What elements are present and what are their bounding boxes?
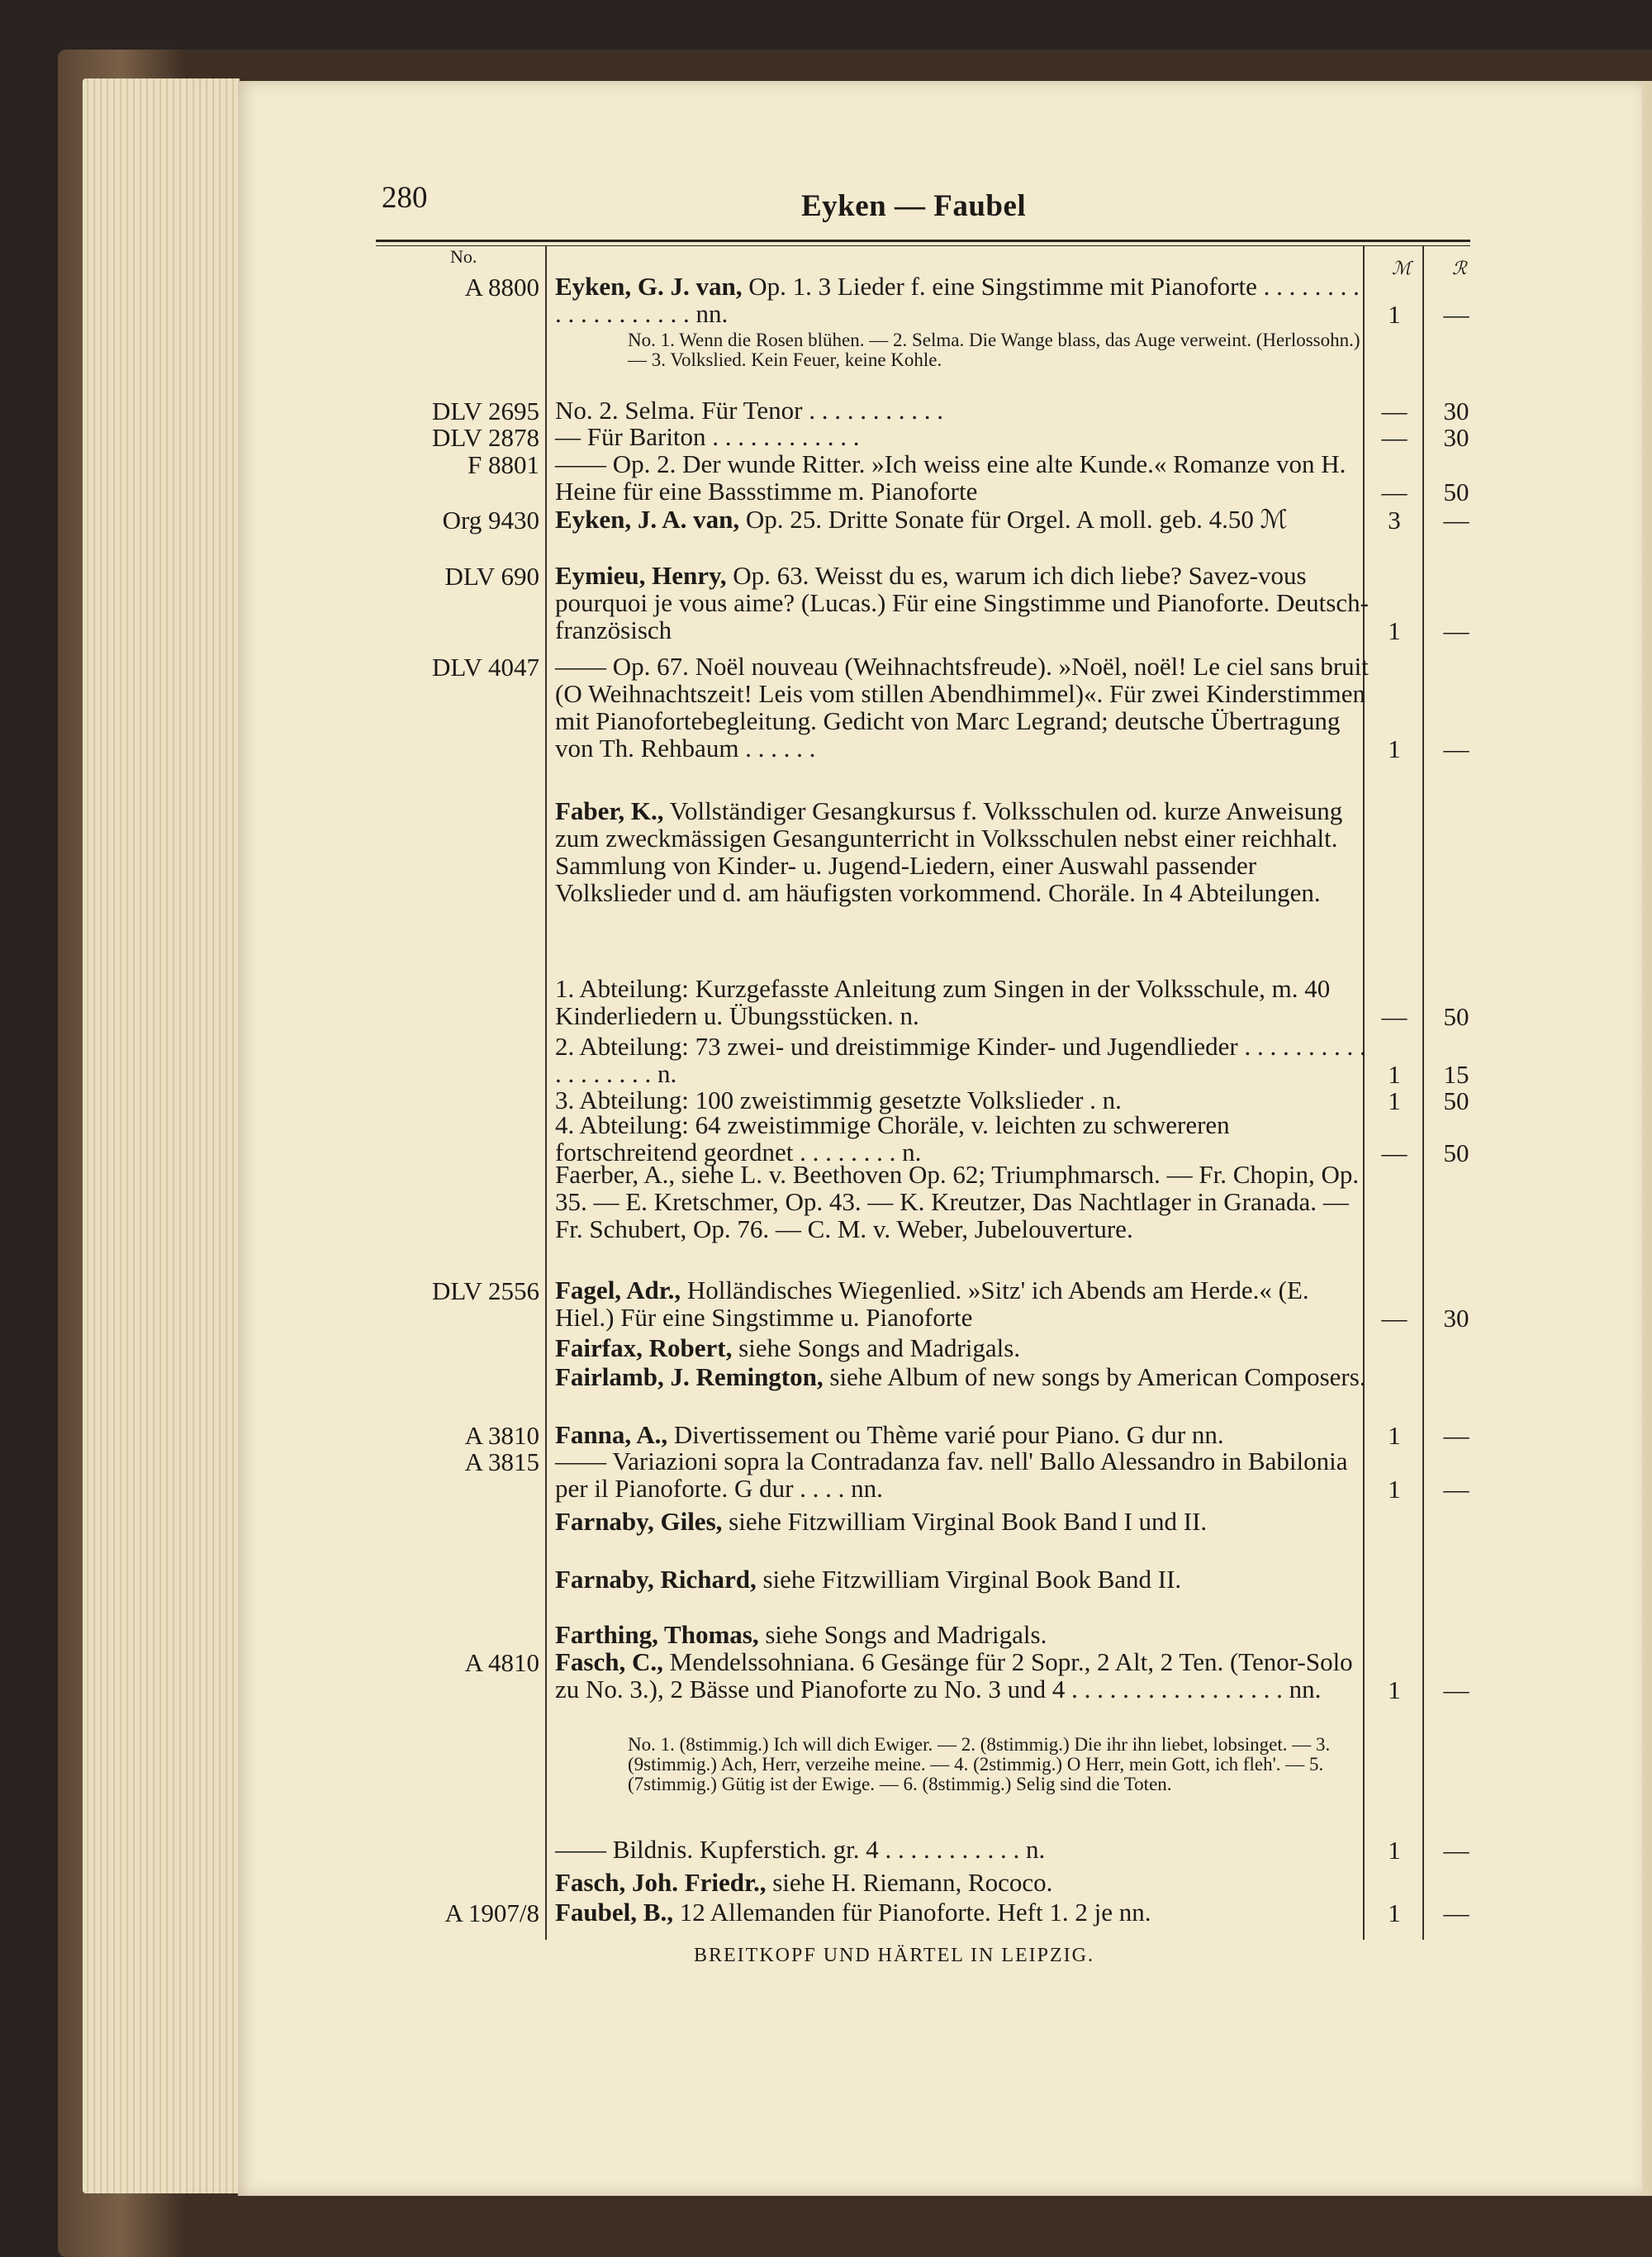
composer-name: Faber, K., <box>555 796 664 825</box>
running-title: Eyken — Faubel <box>801 189 1027 223</box>
order-number: A 1907/8 <box>444 1898 539 1927</box>
price-mark: 1 <box>1388 616 1401 645</box>
entry-description: Vollständiger Gesangkursus f. Volksschulen od. kurze Anweisung zum zweckmässigen Gesangunterricht in Volksschulen nebst einer reichhalt. Sammlung von Kinder- u. Jugend-Liedern, einer Auswahl passender Volkslieder und d. am häufigsten vorkommend. Choräle. In 4 Abteilungen. <box>555 796 1343 907</box>
entry-description: —— Op. 2. Der wunde Ritter. »Ich weiss eine alte Kunde.« Romanze von H. Heine für eine Bassstimme m. Pianoforte <box>555 449 1346 506</box>
header-rule-thin <box>376 245 1470 246</box>
order-number: DLV 2556 <box>431 1276 539 1305</box>
order-number: Org 9430 <box>442 506 539 535</box>
price-mark: 1 <box>1388 1086 1401 1115</box>
price-mark: 1 <box>1388 1060 1401 1089</box>
entry-description: —— Op. 67. Noël nouveau (Weihnachtsfreude). »Noël, noël! Le ciel sans bruit (O Weihnachtszeit! Leis vom stillen Abendhimmel)«. Für zwei Kinderstimmen mit Pianofortebegleitung. Gedicht von Marc Legrand; deutsche Übertragung von Th. Rehbaum . . . . . . <box>555 652 1369 763</box>
entry-text <box>555 423 1369 450</box>
price-mark: 1 <box>1388 300 1401 329</box>
entry-description: siehe Fitzwilliam Virginal Book Band II. <box>756 1565 1182 1594</box>
composer-name: Fasch, Joh. Friedr., <box>555 1868 767 1897</box>
entry-text <box>555 1898 1369 1926</box>
entry-text <box>628 330 1371 370</box>
entry-text <box>555 1161 1369 1243</box>
price-pfennig: 50 <box>1443 1086 1469 1115</box>
entry-description: — Für Bariton . . . . . . . . . . . . <box>555 422 860 451</box>
entry-text <box>555 1033 1369 1087</box>
entry-text <box>555 975 1369 1029</box>
price-pfennig: 15 <box>1443 1060 1469 1089</box>
entry-description: siehe Songs and Madrigals. <box>732 1333 1021 1362</box>
entry-description: —— Variazioni sopra la Contradanza fav. nell' Ballo Alessandro in Babilonia per il Pianoforte. G dur . . . . nn. <box>555 1447 1348 1503</box>
entry-text <box>555 1621 1369 1648</box>
order-number: A 4810 <box>464 1648 539 1677</box>
price-pfennig: 50 <box>1443 1002 1469 1031</box>
order-number: DLV 690 <box>444 562 539 591</box>
entry-description: Faerber, A., siehe L. v. Beethoven Op. 62; Triumphmarsch. — Fr. Chopin, Op. 35. — E. Kretschmer, Op. 43. — K. Kreutzer, Das Nachtlager in Granada. — Fr. Schubert, Op. 76. — C. M. v. Weber, Jubelouverture. <box>555 1160 1360 1243</box>
price-pfennig: — <box>1443 734 1469 763</box>
page-edges <box>83 78 240 2193</box>
entry-text <box>555 450 1369 505</box>
price-pfennig: 30 <box>1443 397 1469 425</box>
entry-description: siehe Album of new songs by American Composers. <box>823 1362 1366 1391</box>
price-pfennig: — <box>1443 1675 1469 1704</box>
price-mark: 1 <box>1388 734 1401 763</box>
composer-name: Fairfax, Robert, <box>555 1333 733 1362</box>
entry-text <box>555 1566 1369 1593</box>
order-number: F 8801 <box>468 450 539 479</box>
column-header-no: No. <box>450 246 477 267</box>
entry-description: No. 2. Selma. Für Tenor . . . . . . . . . . . <box>555 396 943 425</box>
price-pfennig: — <box>1443 300 1469 329</box>
entry-description: Mendelssohniana. 6 Gesänge für 2 Sopr., 2 Alt, 2 Ten. (Tenor-Solo zu No. 3.), 2 Bässe und Pianoforte zu No. 3 und 4 . . . . . . . . . . . . . . . . . nn. <box>555 1647 1353 1703</box>
price-mark: — <box>1381 478 1408 506</box>
price-pfennig: — <box>1443 616 1469 645</box>
publisher-footer: BREITKOPF UND HÄRTEL IN LEIPZIG. <box>694 1945 1094 1966</box>
order-number: DLV 2695 <box>431 397 539 425</box>
entry-text <box>555 1869 1369 1896</box>
entry-text <box>555 653 1369 762</box>
price-pfennig: — <box>1443 1836 1469 1865</box>
price-pfennig: — <box>1443 1475 1469 1504</box>
entry-description: 12 Allemanden für Pianoforte. Heft 1. 2 je nn. <box>672 1898 1151 1927</box>
price-pfennig: 50 <box>1443 478 1469 506</box>
entry-text <box>555 797 1369 906</box>
price-pfennig: 50 <box>1443 1138 1469 1167</box>
order-number: DLV 4047 <box>431 653 539 682</box>
price-pfennig: — <box>1443 1421 1469 1450</box>
entry-text <box>555 1447 1369 1502</box>
entry-description: No. 1. (8stimmig.) Ich will dich Ewiger. — 2. (8stimmig.) Die ihr ihn liebet, lobsinget. — 3. (9stimmig.) Ach, Herr, verzeihe meine. — 4. (2stimmig.) O Herr, mein Gott, ich fleh'. — 5. (7stimmig.) Gütig ist der Ewige. — 6. (8stimmig.) Selig sind die Toten. <box>628 1734 1331 1794</box>
price-mark: — <box>1381 1002 1408 1031</box>
price-mark: 1 <box>1388 1421 1401 1450</box>
page-number: 280 <box>382 181 428 215</box>
entry-text <box>628 1735 1371 1794</box>
composer-name: Farnaby, Giles, <box>555 1507 723 1536</box>
price-mark: 1 <box>1388 1898 1401 1927</box>
composer-name: Eyken, G. J. van, <box>555 272 743 301</box>
entry-text <box>555 1508 1369 1535</box>
entry-description: siehe H. Riemann, Rococo. <box>766 1868 1053 1897</box>
entry-description: 2. Abteilung: 73 zwei- und dreistimmige Kinder- und Jugendlieder . . . . . . . . . . . . . . . . . . n. <box>555 1032 1366 1088</box>
composer-name: Farthing, Thomas, <box>555 1620 759 1649</box>
entry-description: Divertissement ou Thème varié pour Piano. G dur nn. <box>667 1420 1224 1449</box>
price-mark: 1 <box>1388 1475 1401 1504</box>
composer-name: Fagel, Adr., <box>555 1276 681 1304</box>
entry-text <box>555 1363 1369 1390</box>
composer-name: Fanna, A., <box>555 1420 668 1449</box>
price-pfennig: 30 <box>1443 1304 1469 1333</box>
entry-description: 4. Abteilung: 64 zweistimmige Choräle, v. leichten zu schwereren fortschreitend geordnet . . . . . . . . n. <box>555 1110 1230 1167</box>
price-mark: — <box>1381 423 1408 452</box>
price-mark: 1 <box>1388 1675 1401 1704</box>
entry-description: siehe Songs and Madrigals. <box>758 1620 1047 1649</box>
column-divider-number <box>545 246 547 1940</box>
entry-description: No. 1. Wenn die Rosen blühen. — 2. Selma. Die Wange blass, das Auge verweint. (Herlossohn.) — 3. Volkslied. Kein Feuer, keine Kohle. <box>628 330 1360 370</box>
composer-name: Eyken, J. A. van, <box>555 505 740 534</box>
order-number: A 3815 <box>464 1447 539 1476</box>
price-pfennig: — <box>1443 1898 1469 1927</box>
column-header-pfennig: ℛ <box>1452 258 1467 278</box>
entry-description: 3. Abteilung: 100 zweistimmig gesetzte Volkslieder . n. <box>555 1086 1122 1114</box>
entry-description: —— Bildnis. Kupferstich. gr. 4 . . . . . . . . . . . n. <box>555 1835 1046 1864</box>
order-number: DLV 2878 <box>431 423 539 452</box>
price-mark: 3 <box>1388 506 1401 535</box>
price-pfennig: — <box>1443 506 1469 535</box>
entry-text <box>555 273 1369 327</box>
entry-description: siehe Fitzwilliam Virginal Book Band I und II. <box>722 1507 1208 1536</box>
entry-text <box>555 1421 1369 1448</box>
composer-name: Eymieu, Henry, <box>555 561 727 590</box>
order-number: A 3810 <box>464 1421 539 1450</box>
composer-name: Faubel, B., <box>555 1898 673 1927</box>
price-mark: 1 <box>1388 1836 1401 1865</box>
entry-description: Op. 25. Dritte Sonate für Orgel. A moll. geb. 4.50 ℳ <box>739 505 1288 534</box>
entry-text <box>555 1648 1369 1703</box>
entry-text <box>555 1276 1369 1331</box>
entry-text <box>555 506 1369 533</box>
entry-description: Op. 63. Weisst du es, warum ich dich liebe? Savez-vous pourquoi je vous aime? (Lucas.) Für eine Singstimme und Pianoforte. Deutsch-französisch <box>555 561 1369 644</box>
price-pfennig: 30 <box>1443 423 1469 452</box>
column-header-mark: ℳ <box>1392 258 1412 278</box>
price-mark: — <box>1381 1304 1408 1333</box>
entry-text <box>555 1836 1369 1863</box>
column-divider-pfennig <box>1422 246 1424 1940</box>
price-mark: — <box>1381 1138 1408 1167</box>
entry-description: 1. Abteilung: Kurzgefasste Anleitung zum Singen in der Volksschule, m. 40 Kinderliedern u. Übungsstücken. n. <box>555 974 1331 1030</box>
entry-text <box>555 1334 1369 1361</box>
order-number: A 8800 <box>464 273 539 302</box>
entry-text <box>555 1111 1369 1166</box>
entry-description: Holländisches Wiegenlied. »Sitz' ich Abends am Herde.« (E. Hiel.) Für eine Singstimme u. Pianoforte <box>555 1276 1309 1332</box>
header-rule <box>376 240 1470 242</box>
entry-description: Op. 1. 3 Lieder f. eine Singstimme mit Pianoforte . . . . . . . . . . . . . . . . . . . nn. <box>555 272 1360 328</box>
entry-text <box>555 562 1369 644</box>
price-mark: — <box>1381 397 1408 425</box>
composer-name: Farnaby, Richard, <box>555 1565 757 1594</box>
composer-name: Fasch, C., <box>555 1647 663 1676</box>
entry-text <box>555 397 1369 424</box>
composer-name: Fairlamb, J. Remington, <box>555 1362 824 1391</box>
